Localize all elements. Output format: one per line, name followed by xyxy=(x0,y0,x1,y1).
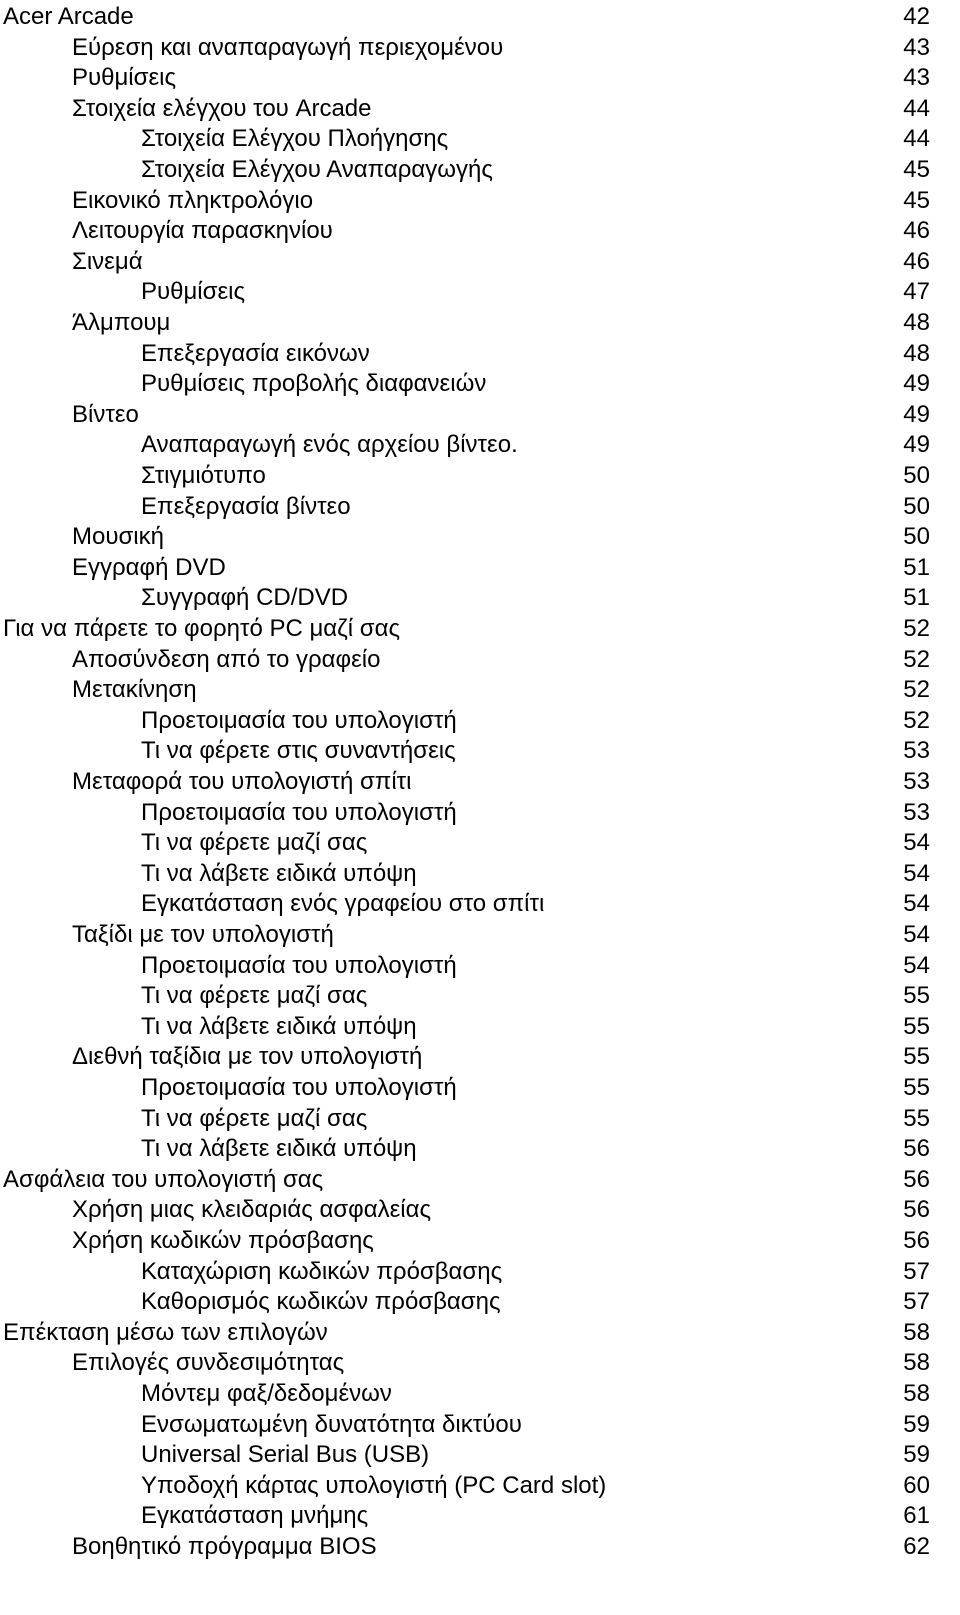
toc-entry[interactable] xyxy=(0,1225,960,1256)
toc-entry-title: Προετοιμασία του υπολογιστή xyxy=(141,951,457,979)
toc-entry[interactable] xyxy=(0,705,960,736)
toc-entry-page-number: 50 xyxy=(903,523,930,551)
toc-entry[interactable] xyxy=(0,307,960,338)
toc-entry-page-number: 56 xyxy=(903,1227,930,1254)
toc-entry-page-number: 51 xyxy=(903,584,930,612)
toc-entry[interactable] xyxy=(0,123,960,154)
toc-entry[interactable] xyxy=(0,185,960,216)
toc-entry-page-number: 59 xyxy=(903,1410,930,1438)
toc-entry-title: Χρήση κωδικών πρόσβασης xyxy=(72,1227,374,1254)
toc-entry-title: Μετακίνηση xyxy=(72,676,197,704)
toc-entry-title: Προετοιμασία του υπολογιστή xyxy=(141,1074,457,1101)
toc-entry-title: Τι να φέρετε μαζί σας xyxy=(141,829,368,857)
toc-entry[interactable] xyxy=(0,1041,960,1072)
toc-entry-title: Τι να φέρετε μαζί σας xyxy=(141,1104,368,1132)
toc-entry-title: Τι να φέρετε στις συναντήσεις xyxy=(141,737,456,765)
toc-entry[interactable] xyxy=(0,215,960,246)
toc-entry-title: Στιγμιότυπο xyxy=(141,462,266,489)
toc-entry-title: Επεξεργασία εικόνων xyxy=(141,339,370,367)
toc-entry[interactable] xyxy=(0,582,960,613)
toc-entry[interactable] xyxy=(0,1409,960,1440)
toc-entry-page-number: 44 xyxy=(903,125,930,153)
toc-entry-page-number: 53 xyxy=(903,737,930,765)
toc-entry-page-number: 55 xyxy=(903,982,930,1010)
toc-entry[interactable] xyxy=(0,644,960,675)
toc-entry-title: Ενσωματωμένη δυνατότητα δικτύου xyxy=(141,1410,522,1438)
toc-entry-page-number: 57 xyxy=(903,1288,930,1316)
toc-entry[interactable] xyxy=(0,1286,960,1317)
toc-entry-page-number: 44 xyxy=(903,94,930,122)
toc-entry-title: Στοιχεία Ελέγχου Αναπαραγωγής xyxy=(141,156,493,183)
toc-entry[interactable] xyxy=(0,1164,960,1195)
toc-entry-title: Ρυθμίσεις xyxy=(72,64,177,92)
toc-entry-title: Universal Serial Bus (USB) xyxy=(141,1441,430,1469)
toc-entry-page-number: 55 xyxy=(903,1104,930,1132)
toc-entry-page-number: 52 xyxy=(903,645,930,673)
toc-entry[interactable] xyxy=(0,1500,960,1531)
toc-entry[interactable] xyxy=(0,62,960,93)
toc-entry-title: Εγκατάσταση ενός γραφείου στο σπίτι xyxy=(141,890,545,918)
toc-entry-page-number: 46 xyxy=(903,217,930,245)
toc-entry-title: Εικονικό πληκτρολόγιο xyxy=(72,186,314,214)
toc-entry-page-number: 47 xyxy=(903,278,930,306)
toc-entry-title: Τι να λάβετε ειδικά υπόψη xyxy=(141,1135,417,1163)
toc-entry-page-number: 45 xyxy=(903,156,930,183)
toc-entry[interactable] xyxy=(0,827,960,858)
toc-entry-title: Άλμπουμ xyxy=(72,309,171,336)
toc-entry-page-number: 59 xyxy=(903,1441,930,1469)
toc-entry-title: Acer Arcade xyxy=(3,3,134,30)
toc-entry-page-number: 55 xyxy=(903,1074,930,1101)
toc-entry[interactable] xyxy=(0,1347,960,1378)
toc-entry-page-number: 50 xyxy=(903,462,930,489)
toc-entry-title: Στοιχεία Ελέγχου Πλοήγησης xyxy=(141,125,449,153)
toc-entry-title: Ρυθμίσεις xyxy=(141,278,246,306)
toc-entry[interactable] xyxy=(0,674,960,705)
toc-entry-title: Στοιχεία ελέγχου του Arcade xyxy=(72,94,372,122)
toc-entry-page-number: 43 xyxy=(903,33,930,61)
toc-entry-title: Καταχώριση κωδικών πρόσβασης xyxy=(141,1257,503,1285)
toc-entry-title: Μεταφορά του υπολογιστή σπίτι xyxy=(72,768,412,795)
toc-entry-title: Προετοιμασία του υπολογιστή xyxy=(141,798,457,826)
toc-entry[interactable] xyxy=(0,460,960,491)
toc-entry-title: Τι να λάβετε ειδικά υπόψη xyxy=(141,859,417,887)
toc-entry-page-number: 58 xyxy=(903,1318,930,1346)
toc-entry[interactable] xyxy=(0,276,960,307)
toc-entry-page-number: 55 xyxy=(903,1012,930,1040)
toc-entry[interactable] xyxy=(0,1317,960,1348)
toc-entry-title: Μουσική xyxy=(72,523,164,551)
toc-entry-title: Σινεμά xyxy=(72,247,143,275)
toc-entry-title: Ρυθμίσεις προβολής διαφανειών xyxy=(141,370,487,398)
toc-entry[interactable] xyxy=(0,368,960,399)
toc-entry-page-number: 56 xyxy=(903,1196,930,1224)
toc-entry-title: Υποδοχή κάρτας υπολογιστή (PC Card slot) xyxy=(141,1471,607,1499)
toc-entry[interactable] xyxy=(0,919,960,950)
toc-entry-page-number: 54 xyxy=(903,951,930,979)
toc-entry[interactable] xyxy=(0,1531,960,1562)
toc-entry[interactable] xyxy=(0,491,960,522)
toc-entry-title: Εύρεση και αναπαραγωγή περιεχομένου xyxy=(72,33,504,61)
toc-entry-page-number: 52 xyxy=(903,706,930,734)
toc-entry-page-number: 43 xyxy=(903,64,930,92)
toc-entry-title: Ασφάλεια του υπολογιστή σας xyxy=(3,1165,324,1193)
toc-entry[interactable] xyxy=(0,246,960,277)
toc-entry-title: Τι να λάβετε ειδικά υπόψη xyxy=(141,1012,417,1040)
toc-entry-page-number: 55 xyxy=(903,1043,930,1071)
toc-entry[interactable] xyxy=(0,154,960,185)
toc-entry[interactable] xyxy=(0,1103,960,1134)
toc-entry-page-number: 49 xyxy=(903,431,930,459)
toc-entry-page-number: 54 xyxy=(903,859,930,887)
toc-entry[interactable] xyxy=(0,980,960,1011)
toc-entry[interactable] xyxy=(0,858,960,889)
toc-entry[interactable] xyxy=(0,797,960,828)
toc-entry-page-number: 48 xyxy=(903,309,930,336)
toc-entry[interactable] xyxy=(0,1256,960,1287)
toc-entry[interactable] xyxy=(0,1,960,32)
toc-entry-page-number: 49 xyxy=(903,370,930,398)
toc-entry-title: Διεθνή ταξίδια με τον υπολογιστή xyxy=(72,1043,423,1071)
toc-entry-title: Προετοιμασία του υπολογιστή xyxy=(141,706,457,734)
toc-entry-title: Καθορισμός κωδικών πρόσβασης xyxy=(141,1288,501,1316)
toc-entry[interactable] xyxy=(0,950,960,981)
toc-entry-page-number: 42 xyxy=(903,3,930,30)
toc-entry-page-number: 49 xyxy=(903,400,930,428)
toc-entry-title: Επεξεργασία βίντεο xyxy=(141,492,351,520)
toc-entry[interactable] xyxy=(0,1470,960,1501)
toc-entry[interactable] xyxy=(0,735,960,766)
toc-entry-page-number: 58 xyxy=(903,1349,930,1377)
toc-entry-page-number: 56 xyxy=(903,1135,930,1163)
toc-entry-title: Συγγραφή CD/DVD xyxy=(141,584,349,612)
toc-entry-title: Για να πάρετε το φορητό PC μαζί σας xyxy=(3,615,401,642)
toc-entry-page-number: 54 xyxy=(903,890,930,918)
toc-entry[interactable] xyxy=(0,93,960,124)
toc-entry[interactable] xyxy=(0,32,960,63)
toc-entry[interactable] xyxy=(0,1194,960,1225)
toc-entry[interactable] xyxy=(0,1072,960,1103)
toc-entry-page-number: 58 xyxy=(903,1380,930,1407)
toc-entry-page-number: 52 xyxy=(903,615,930,642)
toc-entry-title: Τι να φέρετε μαζί σας xyxy=(141,982,368,1010)
toc-entry-page-number: 51 xyxy=(903,553,930,581)
toc-entry[interactable] xyxy=(0,429,960,460)
toc-entry-title: Αναπαραγωγή ενός αρχείου βίντεο. xyxy=(141,431,518,459)
toc-entry-page-number: 48 xyxy=(903,339,930,367)
toc-entry-page-number: 53 xyxy=(903,798,930,826)
toc-entry[interactable] xyxy=(0,552,960,583)
toc-entry-title: Βοηθητικό πρόγραμμα BIOS xyxy=(72,1533,377,1560)
toc-entry-page-number: 54 xyxy=(903,921,930,948)
toc-entry[interactable] xyxy=(0,888,960,919)
toc-entry-title: Λειτουργία παρασκηνίου xyxy=(72,217,333,245)
toc-entry-page-number: 60 xyxy=(903,1471,930,1499)
toc-entry-title: Επιλογές συνδεσιμότητας xyxy=(72,1349,345,1377)
toc-entry[interactable] xyxy=(0,766,960,797)
toc-entry-page-number: 46 xyxy=(903,247,930,275)
toc-entry-title: Εγκατάσταση μνήμης xyxy=(141,1502,369,1530)
toc-entry-page-number: 53 xyxy=(903,768,930,795)
toc-entry[interactable] xyxy=(0,1133,960,1164)
toc-entry-page-number: 57 xyxy=(903,1257,930,1285)
toc-entry[interactable] xyxy=(0,1011,960,1042)
toc-entry-title: Χρήση μιας κλειδαριάς ασφαλείας xyxy=(72,1196,432,1224)
toc-entry-title: Βίντεο xyxy=(72,400,139,428)
toc-entry-page-number: 52 xyxy=(903,676,930,704)
toc-entry-page-number: 62 xyxy=(903,1533,930,1560)
toc-entry-page-number: 61 xyxy=(903,1502,930,1530)
toc-entry-page-number: 56 xyxy=(903,1165,930,1193)
toc-entry-title: Εγγραφή DVD xyxy=(72,553,226,581)
toc-entry[interactable] xyxy=(0,338,960,369)
toc-entry-page-number: 50 xyxy=(903,492,930,520)
toc-entry[interactable] xyxy=(0,1439,960,1470)
toc-entry-title: Επέκταση μέσω των επιλογών xyxy=(3,1318,328,1346)
toc-entry[interactable] xyxy=(0,613,960,644)
toc-entry[interactable] xyxy=(0,1378,960,1409)
toc-entry[interactable] xyxy=(0,399,960,430)
toc-entry-title: Ταξίδι με τον υπολογιστή xyxy=(72,921,334,948)
toc-entry-page-number: 54 xyxy=(903,829,930,857)
toc-entry-title: Μόντεμ φαξ/δεδομένων xyxy=(141,1380,392,1407)
toc-entry-title: Αποσύνδεση από το γραφείο xyxy=(72,645,381,673)
toc-entry-page-number: 45 xyxy=(903,186,930,214)
toc-entry[interactable] xyxy=(0,521,960,552)
